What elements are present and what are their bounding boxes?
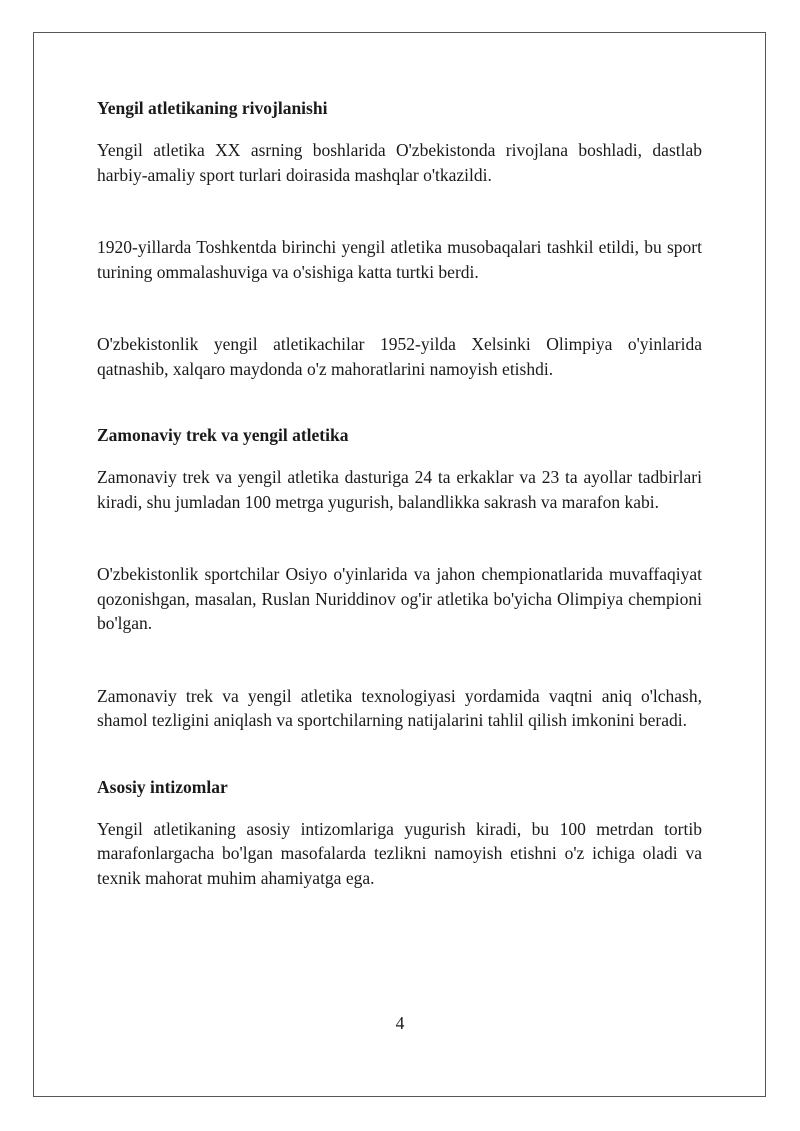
paragraph: Zamonaviy trek va yengil atletika texnologiyasi yordamida vaqtni aniq o'lchash, shamol tezligini aniqlash va sportchilarning natijalarini tahlil qilish imkonini beradi. <box>97 685 702 730</box>
document-body <box>97 96 702 890</box>
section-main-disciplines <box>97 775 702 891</box>
section-heading: Zamonaviy trek va yengil atletika <box>97 425 349 445</box>
paragraph: 1920-yillarda Toshkentda birinchi yengil atletika musobaqalari tashkil etildi, bu sport turining ommalashuviga va o'sishiga katta turtki berdi. <box>97 237 702 282</box>
paragraph: O'zbekistonlik sportchilar Osiyo o'yinlarida va jahon chempionatlarida muvaffaqiyat qozonishgan, masalan, Ruslan Nuriddinov og'ir atletika bo'yicha Olimpiya chempioni bo'lgan. <box>97 564 702 633</box>
paragraph: Yengil atletikaning asosiy intizomlariga yugurish kiradi, bu 100 metrdan tortib marafonlargacha bo'lgan masofalarda tezlikni namoyish etishni o'z ichiga oladi va texnik mahorat muhim ahamiyatga ega. <box>97 818 702 888</box>
section-development <box>97 96 702 381</box>
section-heading: Yengil atletikaning rivojlanishi <box>97 98 328 118</box>
paragraph: Yengil atletika XX asrning boshlarida O'zbekistonda rivojlana boshladi, dastlab harbiy-amaliy sport turlari doirasida mashqlar o'tkazildi. <box>97 140 702 185</box>
section-modern-track <box>97 423 702 733</box>
section-heading: Asosiy intizomlar <box>97 776 228 797</box>
page-number: 4 <box>395 1013 405 1033</box>
paragraph: O'zbekistonlik yengil atletikachilar 1952-yilda Xelsinki Olimpiya o'yinlarida qatnashib, xalqaro maydonda o'z mahoratlarini namoyish etishdi. <box>97 334 702 379</box>
paragraph: Zamonaviy trek va yengil atletika dasturiga 24 ta erkaklar va 23 ta ayollar tadbirlari kiradi, shu jumladan 100 metrga yugurish, balandlikka sakrash va marafon kabi. <box>97 467 702 512</box>
